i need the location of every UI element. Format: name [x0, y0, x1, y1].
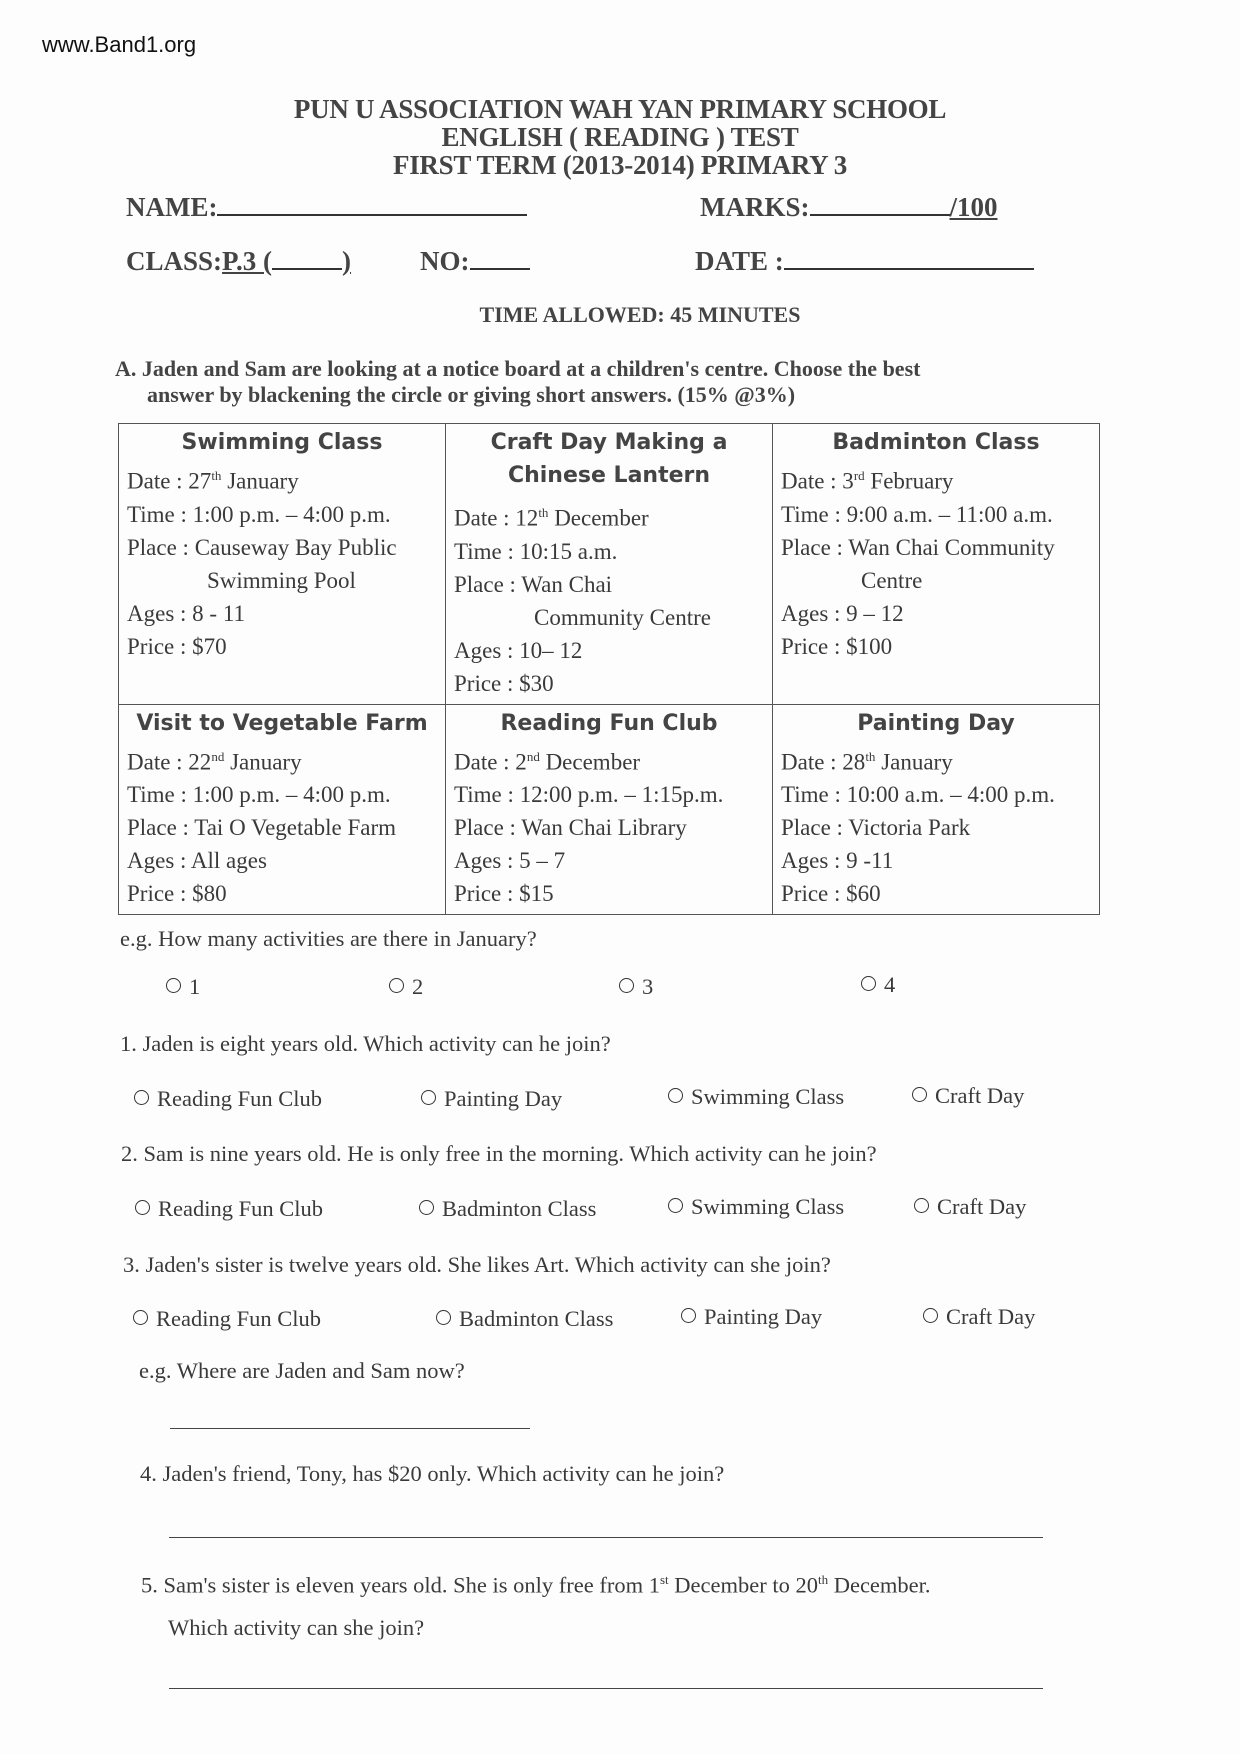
option-radio[interactable]: Reading Fun Club [135, 1196, 323, 1222]
circle-icon [436, 1310, 451, 1325]
activity-place: Place : Wan Chai Library [454, 815, 687, 841]
activity-card [446, 704, 773, 915]
question-3: 3. Jaden's sister is twelve years old. She likes Art. Which activity can she join? [123, 1252, 831, 1277]
marks-total: /100 [949, 192, 998, 222]
activity-time: Time : 10:00 a.m. – 4:00 p.m. [781, 782, 1055, 808]
activity-price: Price : $30 [454, 670, 554, 696]
activity-card [773, 704, 1100, 915]
circle-icon [135, 1200, 150, 1215]
option-radio[interactable]: 3 [619, 974, 653, 1000]
activity-ages: Ages : All ages [127, 848, 267, 874]
option-radio[interactable]: Swimming Class [668, 1084, 844, 1110]
activity-card [119, 704, 446, 915]
option-radio[interactable]: Badminton Class [419, 1196, 596, 1222]
activity-ages: Ages : 9 – 12 [781, 600, 904, 626]
short-question-5-cont: Which activity can she join? [168, 1615, 425, 1640]
option-radio[interactable]: Painting Day [681, 1304, 822, 1330]
option-radio[interactable]: Reading Fun Club [133, 1306, 321, 1332]
school-name: PUN U ASSOCIATION WAH YAN PRIMARY SCHOOL [293, 94, 947, 124]
activity-price: Price : $70 [127, 633, 227, 659]
circle-icon [668, 1088, 683, 1103]
option-radio[interactable]: Craft Day [912, 1083, 1024, 1109]
name-field[interactable] [126, 192, 527, 223]
option-radio[interactable]: 1 [166, 974, 200, 1000]
short-question-5: 5. Sam's sister is eleven years old. She is only free from 1st December to 20th December. [141, 1572, 931, 1598]
answer-line-example[interactable] [170, 1428, 530, 1429]
activity-title-cont: Chinese Lantern [507, 463, 711, 488]
activity-date: Date : 22nd January [127, 748, 302, 775]
option-radio[interactable]: Craft Day [923, 1304, 1035, 1330]
activity-title: Craft Day Making a [490, 430, 728, 455]
option-radio[interactable]: Swimming Class [668, 1194, 844, 1220]
question-2: 2. Sam is nine years old. He is only free in the morning. Which activity can he join? [121, 1141, 877, 1166]
short-question-example: e.g. Where are Jaden and Sam now? [139, 1358, 465, 1383]
marks-field[interactable] [700, 192, 998, 223]
option-radio[interactable]: 4 [861, 972, 895, 998]
activity-card [773, 424, 1100, 705]
activity-ages: Ages : 8 - 11 [127, 600, 245, 626]
circle-icon [389, 978, 404, 993]
activity-ages: Ages : 5 – 7 [454, 848, 566, 874]
activity-time: Time : 10:15 a.m. [454, 538, 618, 564]
activity-title: Reading Fun Club [500, 710, 718, 736]
circle-icon [912, 1087, 927, 1102]
activity-title: Painting Day [857, 710, 1015, 736]
activity-place: Place : Wan Chai [454, 571, 613, 597]
activity-title: Visit to Vegetable Farm [136, 710, 428, 736]
circle-icon [419, 1200, 434, 1215]
activity-time: Time : 1:00 p.m. – 4:00 p.m. [127, 501, 391, 527]
class-value: P.3 ( [222, 246, 273, 276]
circle-icon [133, 1310, 148, 1325]
option-radio[interactable]: Badminton Class [436, 1306, 613, 1332]
question-example: e.g. How many activities are there in January? [120, 926, 537, 951]
class-field[interactable] [126, 246, 351, 277]
activity-place: Place : Victoria Park [781, 815, 971, 841]
activity-place: Place : Tai O Vegetable Farm [127, 815, 396, 841]
circle-icon [166, 978, 181, 993]
activity-place-cont: Swimming Pool [207, 567, 356, 593]
class-close: ) [342, 246, 352, 276]
date-field[interactable] [695, 246, 1034, 277]
activity-time: Time : 1:00 p.m. – 4:00 p.m. [127, 782, 391, 808]
activity-ages: Ages : 10– 12 [454, 637, 583, 663]
notice-board-table [118, 423, 1100, 915]
short-question-4: 4. Jaden's friend, Tony, has $20 only. Which activity can he join? [140, 1461, 725, 1486]
activity-title: Badminton Class [832, 430, 1040, 455]
activity-date: Date : 2nd December [454, 748, 641, 775]
activity-place-cont: Community Centre [534, 604, 711, 630]
activity-date: Date : 12th December [454, 505, 649, 531]
marks-label: MARKS: [700, 192, 810, 222]
class-label: CLASS: [126, 246, 223, 276]
circle-icon [923, 1308, 938, 1323]
option-radio[interactable]: Painting Day [421, 1086, 562, 1112]
activity-date: Date : 28th January [781, 748, 953, 775]
activity-price: Price : $100 [781, 633, 893, 659]
term-name: FIRST TERM (2013-2014) PRIMARY 3 [393, 150, 847, 180]
instruction-line1: A. Jaden and Sam are looking at a notice board at a children's centre. Choose the best [115, 356, 921, 381]
activity-time: Time : 9:00 a.m. – 11:00 a.m. [781, 501, 1053, 527]
activity-price: Price : $15 [454, 881, 554, 907]
activity-date: Date : 27th January [127, 468, 299, 494]
activity-place-cont: Centre [861, 567, 923, 593]
activity-ages: Ages : 9 -11 [781, 848, 894, 874]
circle-icon [914, 1198, 929, 1213]
no-label: NO: [420, 246, 470, 276]
activity-price: Price : $60 [781, 881, 881, 907]
question-1: 1. Jaden is eight years old. Which activity can he join? [120, 1031, 611, 1056]
activity-time: Time : 12:00 p.m. – 1:15p.m. [454, 782, 724, 808]
name-label: NAME: [126, 192, 218, 222]
activity-card [446, 424, 773, 705]
circle-icon [861, 976, 876, 991]
activity-place: Place : Wan Chai Community [781, 534, 1055, 560]
answer-line-4[interactable] [169, 1537, 1043, 1538]
circle-icon [619, 978, 634, 993]
circle-icon [681, 1308, 696, 1323]
no-field[interactable] [420, 246, 530, 277]
instruction-line2: answer by blackening the circle or giving short answers. (15% @3%) [147, 382, 796, 407]
option-radio[interactable]: Craft Day [914, 1194, 1026, 1220]
activity-place: Place : Causeway Bay Public [127, 534, 397, 560]
activity-title: Swimming Class [181, 430, 383, 455]
option-radio[interactable]: 2 [389, 974, 423, 1000]
date-label: DATE : [695, 246, 784, 276]
site-watermark: www.Band1.org [42, 32, 197, 57]
time-allowed: TIME ALLOWED: 45 MINUTES [479, 302, 801, 327]
option-radio[interactable]: Reading Fun Club [134, 1086, 322, 1112]
activity-price: Price : $80 [127, 881, 227, 907]
activity-date: Date : 3rd February [781, 468, 954, 494]
circle-icon [668, 1198, 683, 1213]
answer-line-5[interactable] [169, 1688, 1043, 1689]
test-name: ENGLISH ( READING ) TEST [441, 122, 799, 152]
circle-icon [421, 1090, 436, 1105]
activity-card [119, 424, 446, 705]
circle-icon [134, 1090, 149, 1105]
